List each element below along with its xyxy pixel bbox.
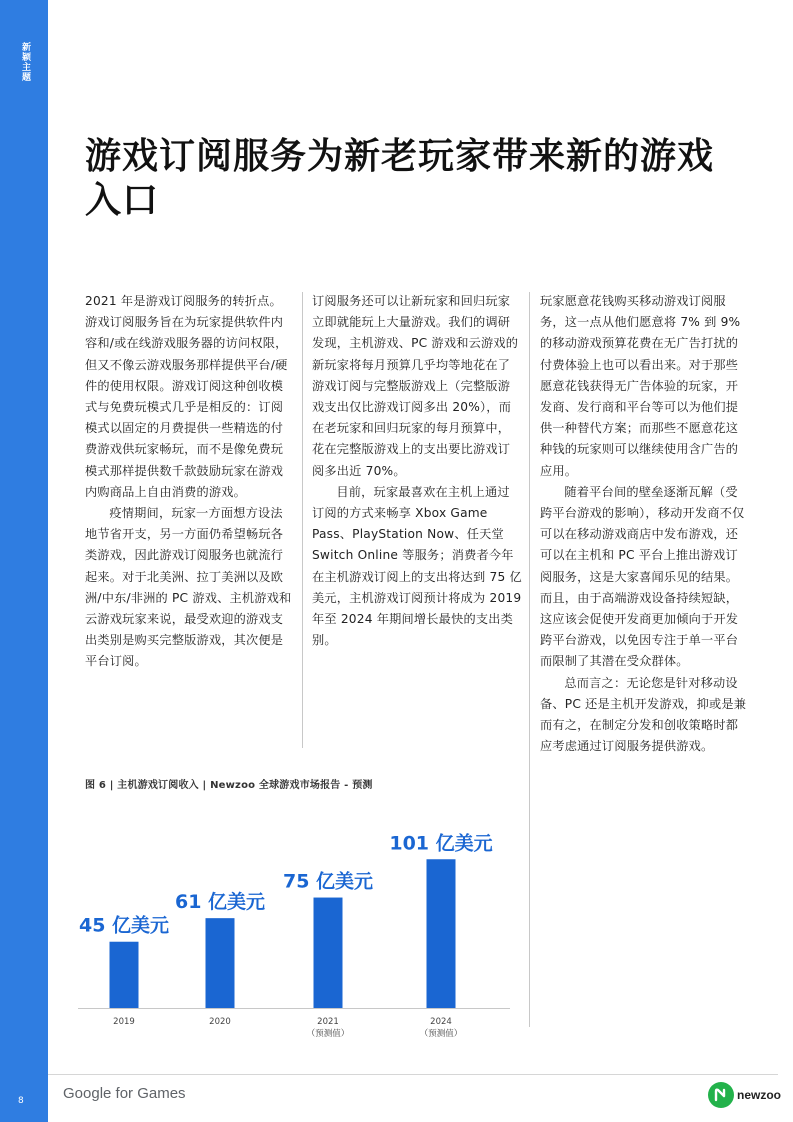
column-divider	[302, 292, 303, 748]
data-label: 45 亿美元	[78, 914, 170, 937]
x-tick-label: 2024	[430, 1017, 452, 1027]
paragraph: 2021 年是游戏订阅服务的转折点。游戏订阅服务旨在为玩家提供软件内容和/或在线游戏服务器的访问权限，但又不像云游戏服务那样提供平台/硬件的使用权限。游戏订阅这种创收模式与免费玩模式几乎是相反的：订阅模式以固定的月费提供一些精选的付费游戏供玩家畅玩，而不是像免费玩模式那样提供数千款鼓励玩家在游戏内购商品上自由消费的游戏。	[85, 294, 288, 499]
paragraph: 订阅服务还可以让新玩家和回归玩家立即就能玩上大量游戏。我们的调研发现，主机游戏、PC 游戏和云游戏的新玩家将每月预算几乎均等地花在了游戏订阅与完整版游戏上（完整版游戏支出仅比游戏订阅多出 20%），而在老玩家和回归玩家的每月预算中，花在完整版游戏上的支出要比游戏订阅多出近 70%。	[312, 294, 519, 478]
x-tick-label: 2021	[317, 1017, 339, 1027]
bar-2021	[314, 898, 343, 1008]
newzoo-logo	[708, 1082, 781, 1108]
x-tick-label: 2020	[209, 1017, 231, 1027]
bar-chart	[60, 830, 520, 1050]
x-tick-label: 2019	[113, 1017, 135, 1027]
page-number: 8	[18, 1096, 24, 1106]
text-column-2	[312, 291, 522, 651]
data-label: 101 亿美元	[389, 832, 493, 855]
paragraph: 总而言之：无论您是针对移动设备、PC 还是主机开发游戏，抑或是兼而有之，在制定分发和创收策略时都应考虑通过订阅服务提供游戏。	[540, 675, 747, 754]
x-tick-sublabel: （预测值）	[419, 1029, 463, 1039]
side-bar	[0, 0, 48, 1122]
bar-2020	[206, 918, 235, 1008]
paragraph: 疫情期间，玩家一方面想方设法地节省开支，另一方面仍希望畅玩各类游戏，因此游戏订阅服务也就流行起来。对于北美洲、拉丁美洲以及欧洲/中东/非洲的 PC 游戏、主机游戏和云游戏玩家来说，最受欢迎的游戏支出类别是购买完整版游戏，其次便是平台订阅。	[85, 506, 292, 669]
paragraph: 随着平台间的壁垒逐渐瓦解（受跨平台游戏的影响），移动开发商不仅可以在移动游戏商店中发布游戏，还可以在主机和 PC 平台上推出游戏订阅服务，这是大家喜闻乐见的结果。而且，由于高端游戏设备持续短缺，这应该会促使开发商更加倾向于开发跨平台游戏，以免因专注于单一平台而限制了其潜在受众群体。	[540, 484, 745, 669]
google-for-games-logo: Google for Games	[63, 1085, 186, 1102]
page-title: 游戏订阅服务为新老玩家带来新的游戏入口	[85, 136, 715, 221]
section-label: 新颖主题	[20, 42, 30, 82]
data-label: 75 亿美元	[282, 870, 374, 893]
figure-caption: 图 6 | 主机游戏订阅收入 | Newzoo 全球游戏市场报告 - 预测	[85, 780, 373, 791]
bar-2019	[110, 942, 139, 1008]
column-divider	[529, 292, 530, 1027]
newzoo-icon	[708, 1082, 734, 1108]
x-tick-sublabel: （预测值）	[306, 1029, 350, 1039]
footer-divider	[48, 1074, 778, 1075]
bar-2024	[427, 859, 456, 1008]
text-column-1	[85, 291, 293, 673]
paragraph: 玩家愿意花钱购买移动游戏订阅服务，这一点从他们愿意将 7% 到 9% 的移动游戏预算花费在无广告打扰的付费体验上也可以看出来。对于那些愿意花钱获得无广告体验的玩家，开发商、发行商和平台等可以为他们提供一种替代方案；而那些不愿意花这种钱的玩家则可以继续使用含广告的应用。	[540, 294, 741, 478]
text-column-3	[540, 291, 750, 757]
data-label: 61 亿美元	[174, 891, 266, 914]
newzoo-wordmark: newzoo	[737, 1088, 781, 1102]
paragraph: 目前，玩家最喜欢在主机上通过订阅的方式来畅享 Xbox Game Pass、PlayStation Now、任天堂 Switch Online 等服务；消费者今年在主机游戏订阅上的支出将达到 75 亿美元，主机游戏订阅预计将成为 2019 年至 2024 年期间增长最快的支出类别。	[312, 484, 522, 648]
